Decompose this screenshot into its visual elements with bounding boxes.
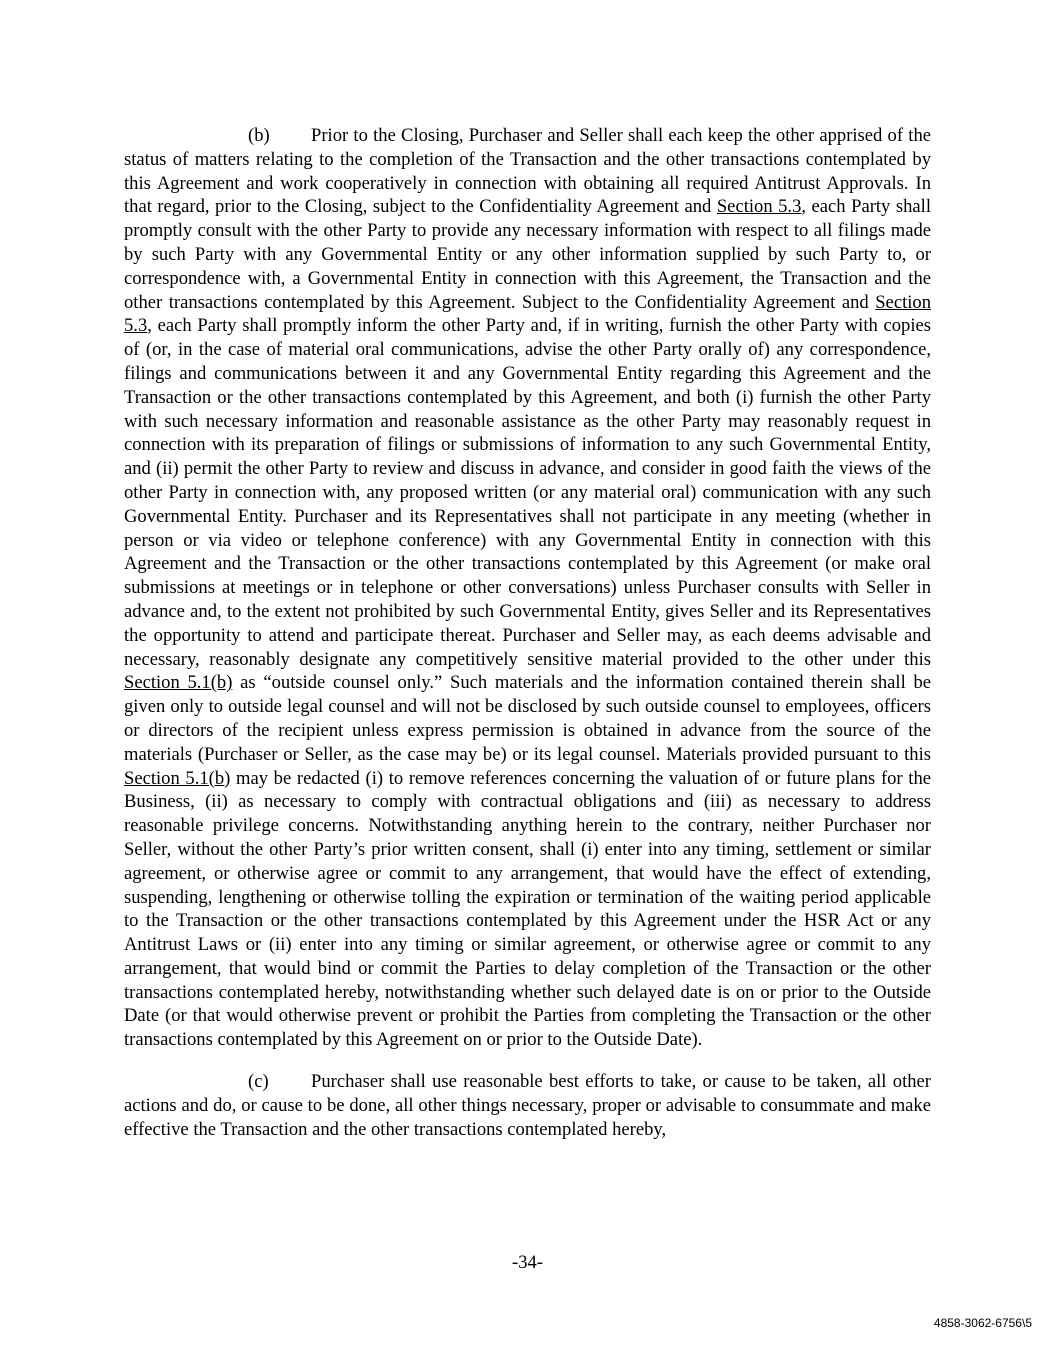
- paragraph-c-text: Purchaser shall use reasonable best efforts to take, or cause to be taken, all other actions and do, or cause to be done, all other things necessary, proper or advisable to consummate and make effective the Transaction and the other transactions contemplated hereby,: [124, 1071, 931, 1140]
- paragraph-b-text-1: Prior to the Closing, Purchaser and Seller shall each keep the other apprised of the status of matters relating to the completion of the Transaction and the other transactions contemplated by this Agreement and work cooperatively in connection with obtaining all required Antitrust Approvals. In that regard, prior to the Closing, subject to the Confidentiality Agreement and: [124, 125, 931, 218]
- section-reference: Section 5.3: [124, 291, 931, 337]
- section-reference: Section 5.3: [716, 196, 802, 218]
- paragraph-b-text-3: , each Party shall promptly inform the other Party and, if in writing, furnish the other Party with copies of (or, in the case of material oral communications, advise the other Party orally of) any correspondence, filings and communications between it and any Governmental Entity regarding this Agreement and the Transaction or the other transactions contemplated by this Agreement, and both (i) furnish the other Party with such necessary information and reasonable assistance as the other Party may reasonably request in connection with its preparation of filings or submissions of information to any such Governmental Entity, and (ii) permit the other Party to review and discuss in advance, and consider in good faith the views of the other Party in connection with, any proposed written (or any material oral) communication with any such Governmental Entity. Purchaser and its Representatives shall not participate in any meeting (whether in person or via video or telephone conference) with any Governmental Entity in connection with this Agreement and the Transaction or the other transactions contemplated by this Agreement (or make oral submissions at meetings or in telephone or other conversations) unless Purchaser consults with Seller in advance and, to the extent not prohibited by such Governmental Entity, gives Seller and its Representatives the opportunity to attend and participate thereat. Purchaser and Seller may, as each deems advisable and necessary, reasonably designate any competitively sensitive material provided to the other under this: [124, 315, 931, 670]
- document-body: [124, 124, 931, 1141]
- document-id: 4858-3062-6756\5: [933, 1316, 1032, 1330]
- paragraph-c: [124, 1070, 931, 1141]
- section-reference: Section 5.1(b): [124, 767, 231, 789]
- paragraph-b-text-5: may be redacted (i) to remove references concerning the valuation of or future plans for the Business, (ii) as necessary to comply with contractual obligations and (iii) as necessary to address reasonable privilege concerns. Notwithstanding anything herein to the contrary, neither Purchaser nor Seller, without the other Party’s prior written consent, shall (i) enter into any timing, settlement or similar agreement, or otherwise agree or commit to any arrangement, that would have the effect of extending, suspending, lengthening or otherwise tolling the expiration or termination of the waiting period applicable to the Transaction or the other transactions contemplated by this Agreement under the HSR Act or any Antitrust Laws or (ii) enter into any timing or similar agreement, or otherwise agree or commit to any arrangement, that would bind or commit the Parties to delay completion of the Transaction or the other transactions contemplated hereby, notwithstanding whether such delayed date is on or prior to the Outside Date (or that would otherwise prevent or prohibit the Parties from completing the Transaction or the other transactions contemplated by this Agreement on or prior to the Outside Date).: [124, 767, 931, 1051]
- paragraph-b-marker: (b): [248, 125, 270, 146]
- paragraph-b-text-2: , each Party shall promptly consult with the other Party to provide any necessary information with respect to all filings made by such Party with any Governmental Entity or any other information supplied by such Party to, or correspondence with, a Governmental Entity in connection with this Agreement, the Transaction and the other transactions contemplated by this Agreement. Subject to the Confidentiality Agreement and: [124, 196, 931, 313]
- paragraph-c-marker: (c): [248, 1071, 269, 1093]
- paragraph-b: [124, 124, 931, 1052]
- paragraph-b-text-4: as “outside counsel only.” Such materials and the information contained therein shall be given only to outside legal counsel and will not be disclosed by such outside counsel to employees, officers or directors of the recipient unless express permission is obtained in advance from the source of the materials (Purchaser or Seller, as the case may be) or its legal counsel. Materials provided pursuant to this: [124, 672, 932, 765]
- page-number: -34-: [512, 1252, 543, 1273]
- section-reference: Section 5.1(b): [124, 672, 233, 694]
